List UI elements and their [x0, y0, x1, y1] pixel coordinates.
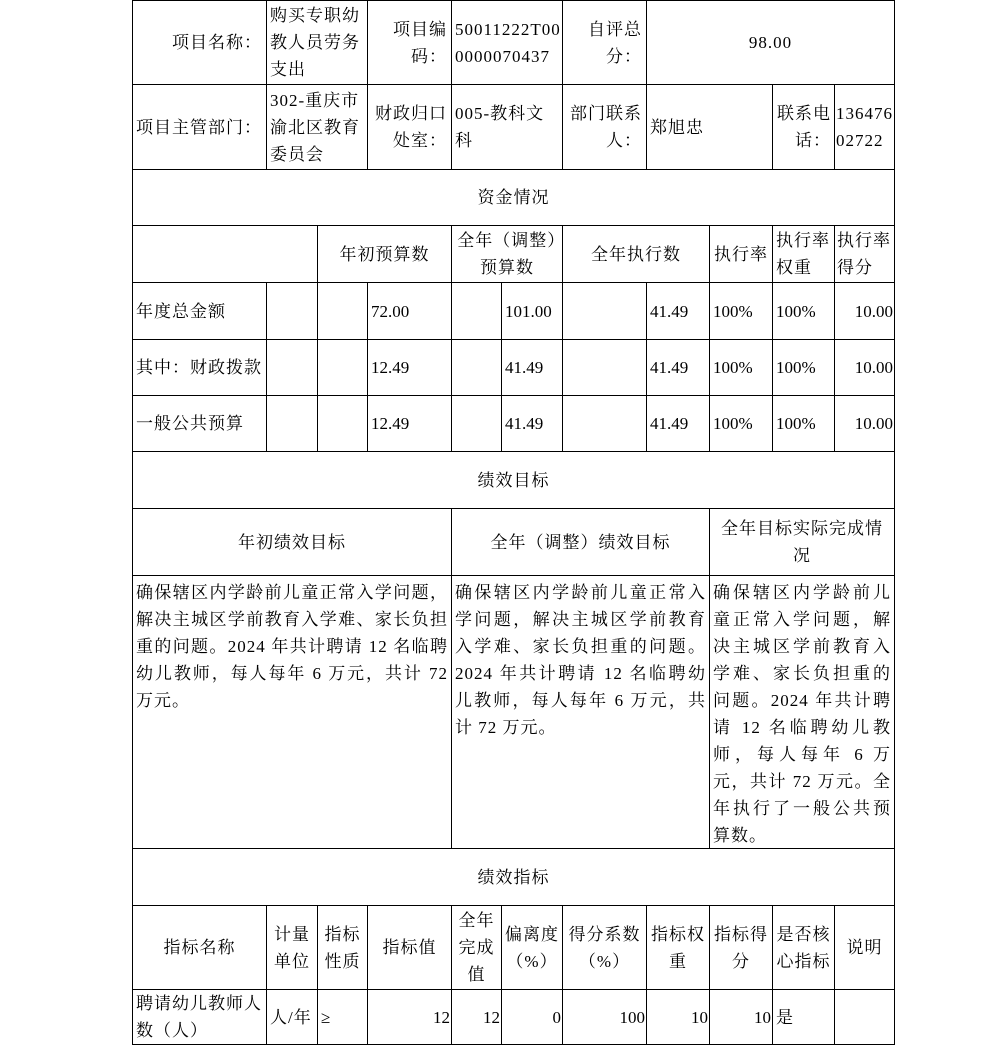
- actual-value-header: 全年完成值: [452, 906, 502, 990]
- execution-rate-value: 100%: [710, 283, 773, 340]
- phone-value: 13647602722: [835, 85, 895, 170]
- funds-row-label: 一般公共预算: [133, 396, 267, 452]
- rate-weight-header: 执行率权重: [773, 226, 835, 283]
- funds-row-blank: [563, 340, 647, 396]
- funds-row-blank: [318, 396, 368, 452]
- self-score-label: 自评总分：: [563, 1, 647, 85]
- actual-completion-text: 确保辖区内学龄前儿童正常入学问题，解决主城区学前教育入学难、家长负担重的问题。2024 年共计聘请 12 名临聘幼儿教师，每人每年 6 万元，共计 72 万元。全年执行了一般公共预算数。: [710, 576, 895, 849]
- execution-rate-header: 执行率: [710, 226, 773, 283]
- funds-row-blank: [267, 340, 318, 396]
- adjusted-goal-header: 全年（调整）绩效目标: [452, 509, 710, 576]
- funds-row-blank: [318, 283, 368, 340]
- nature-header: 指标性质: [318, 906, 368, 990]
- target-value-header: 指标值: [368, 906, 452, 990]
- funds-row-label: 其中：财政拨款: [133, 340, 267, 396]
- executed-header: 全年执行数: [563, 226, 710, 283]
- goals-section-title: 绩效目标: [133, 452, 895, 509]
- phone-label: 联系电话：: [773, 85, 835, 170]
- contact-person-label: 部门联系人：: [563, 85, 647, 170]
- indicator-name-header: 指标名称: [133, 906, 267, 990]
- indicator-weight-header: 指标权重: [647, 906, 710, 990]
- indicator-score-value: 10: [710, 990, 773, 1045]
- budget-adjusted-value: 41.49: [502, 340, 563, 396]
- evaluation-table: [132, 0, 895, 1045]
- executed-value: 41.49: [647, 396, 710, 452]
- rate-weight-value: 100%: [773, 283, 835, 340]
- rate-weight-value: 100%: [773, 396, 835, 452]
- executed-value: 41.49: [647, 283, 710, 340]
- actual-completion-header: 全年目标实际完成情况: [710, 509, 895, 576]
- indicator-name-value: 聘请幼儿教师人数（人）: [133, 990, 267, 1045]
- initial-goal-text: 确保辖区内学龄前儿童正常入学问题，解决主城区学前教育入学难、家长负担重的问题。2024 年共计聘请 12 名临聘幼儿教师，每人每年 6 万元，共计 72 万元。: [133, 576, 452, 849]
- unit-value: 人/年: [267, 990, 318, 1045]
- finance-office-value: 005-教科文科: [452, 85, 563, 170]
- contact-person-value: 郑旭忠: [647, 85, 773, 170]
- budget-start-header: 年初预算数: [318, 226, 452, 283]
- score-coefficient-value: 100: [563, 990, 647, 1045]
- funds-row-blank: [318, 340, 368, 396]
- budget-start-value: 12.49: [368, 340, 452, 396]
- deviation-value: 0: [502, 990, 563, 1045]
- project-name-label: 项目名称：: [133, 1, 267, 85]
- funds-row-blank: [452, 396, 502, 452]
- funds-row-blank: [267, 396, 318, 452]
- funds-header-blank: [133, 226, 318, 283]
- funds-row-blank: [563, 283, 647, 340]
- rate-score-header: 执行率得分: [835, 226, 895, 283]
- indicator-score-header: 指标得分: [710, 906, 773, 990]
- rate-weight-value: 100%: [773, 340, 835, 396]
- score-coefficient-header: 得分系数（%）: [563, 906, 647, 990]
- executed-value: 41.49: [647, 340, 710, 396]
- budget-start-value: 72.00: [368, 283, 452, 340]
- funds-row-blank: [452, 283, 502, 340]
- project-code-label: 项目编码：: [368, 1, 452, 85]
- rate-score-value: 10.00: [835, 283, 895, 340]
- indicators-section-title: 绩效指标: [133, 849, 895, 906]
- initial-goal-header: 年初绩效目标: [133, 509, 452, 576]
- actual-value: 12: [452, 990, 502, 1045]
- nature-value: ≥: [318, 990, 368, 1045]
- target-value: 12: [368, 990, 452, 1045]
- execution-rate-value: 100%: [710, 396, 773, 452]
- execution-rate-value: 100%: [710, 340, 773, 396]
- note-value: [835, 990, 895, 1045]
- funds-row-blank: [267, 283, 318, 340]
- funds-row-label: 年度总金额: [133, 283, 267, 340]
- funds-section-title: 资金情况: [133, 170, 895, 226]
- adjusted-goal-text: 确保辖区内学龄前儿童正常入学问题，解决主城区学前教育入学难、家长负担重的问题。2024 年共计聘请 12 名临聘幼儿教师，每人每年 6 万元，共计 72 万元。: [452, 576, 710, 849]
- unit-header: 计量单位: [267, 906, 318, 990]
- budget-adjusted-header: 全年（调整）预算数: [452, 226, 563, 283]
- department-value: 302-重庆市渝北区教育委员会: [267, 85, 368, 170]
- rate-score-value: 10.00: [835, 396, 895, 452]
- department-label: 项目主管部门：: [133, 85, 267, 170]
- project-code-value: 50011222T000000070437: [452, 1, 563, 85]
- funds-row-blank: [563, 396, 647, 452]
- self-score-value: 98.00: [647, 1, 895, 85]
- budget-adjusted-value: 101.00: [502, 283, 563, 340]
- note-header: 说明: [835, 906, 895, 990]
- core-indicator-value: 是: [773, 990, 835, 1045]
- rate-score-value: 10.00: [835, 340, 895, 396]
- finance-office-label: 财政归口处室：: [368, 85, 452, 170]
- budget-start-value: 12.49: [368, 396, 452, 452]
- core-indicator-header: 是否核心指标: [773, 906, 835, 990]
- project-name-value: 购买专职幼教人员劳务支出: [267, 1, 368, 85]
- indicator-weight-value: 10: [647, 990, 710, 1045]
- deviation-header: 偏离度（%）: [502, 906, 563, 990]
- funds-row-blank: [452, 340, 502, 396]
- budget-adjusted-value: 41.49: [502, 396, 563, 452]
